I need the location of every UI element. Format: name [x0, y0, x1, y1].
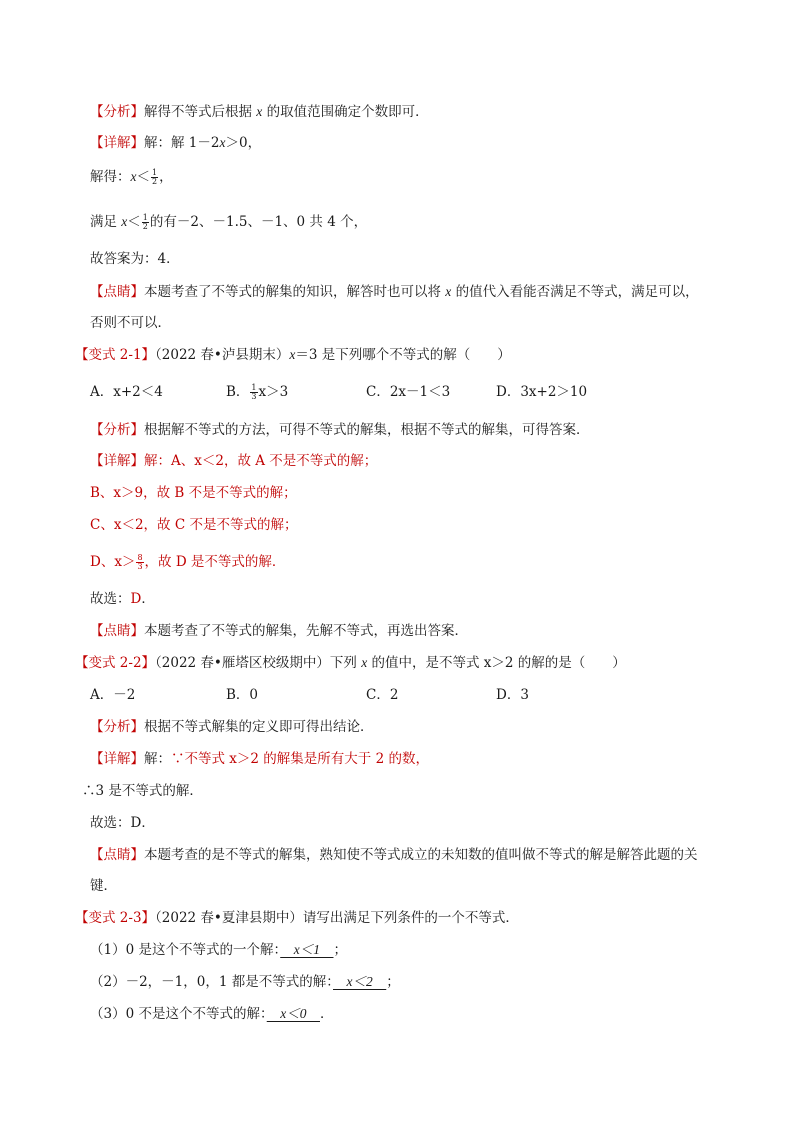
- option-b: B． $\frac{1}{3}$ x＞3: [226, 383, 289, 401]
- choice-line: 故选：D．: [90, 591, 155, 607]
- satisfy-line: 满足 x＜ $\frac{1}{2}$ 的有－2、－1.5、－1、0 共 4 个，: [90, 213, 368, 231]
- analysis-tag: 【分析】: [90, 104, 144, 120]
- choice-line: 故选：D．: [90, 815, 155, 831]
- comment-line-1: 【点睛】本题考查的是不等式的解集，熟知使不等式成立的未知数的值叫做不等式的解是解答此题的关: [90, 847, 698, 863]
- comment-line-2: 否则不可以．: [90, 315, 171, 331]
- item-2: （2）－2，－1，0，1 都是不等式的解： x＜2 ；: [90, 974, 400, 990]
- detail-line-d: D、x＞ $\frac{8}{3}$ ，故 D 是不等式的解．: [90, 553, 286, 571]
- analysis-line: 【分析】根据不等式解集的定义即可得出结论．: [90, 719, 374, 735]
- option-c: C．2x－1＜3: [366, 384, 451, 400]
- answer-blank: x＜0: [266, 1006, 320, 1021]
- option-d: D．3x+2＞10: [496, 384, 588, 400]
- option-c: C．2: [366, 687, 399, 703]
- question-2-2: 【变式 2-2】（2022 春•雁塔区校级期中）下列 x 的值中，是不等式 x＞2 的解的是（ ）: [75, 655, 626, 671]
- option-a: A．x+2＜4: [90, 384, 163, 400]
- comment-line-1: 【点睛】本题考查了不等式的解集的知识，解答时也可以将 x 的值代入看能否满足不等式，满足可以，: [90, 284, 699, 300]
- comment-line-2: 键．: [90, 878, 117, 894]
- option-d: D．3: [496, 687, 529, 703]
- analysis-line: 【分析】根据解不等式的方法，可得不等式的解集，根据不等式的解集，可得答案．: [90, 422, 590, 438]
- analysis-line: 【分析】解得不等式后根据 x 的取值范围确定个数即可．: [90, 104, 429, 120]
- fraction: $\frac{1}{3}$: [251, 383, 257, 401]
- answer-line: 故答案为：4．: [90, 251, 180, 267]
- item-3: （3）0 不是这个不等式的解： x＜0 ．: [90, 1006, 334, 1022]
- option-a: A．－2: [90, 687, 136, 703]
- detail-line-c: C、x＜2，故 C 不是不等式的解；: [90, 517, 298, 533]
- question-2-1: 【变式 2-1】（2022 春•泸县期末）x＝3 是下列哪个不等式的解（ ）: [75, 347, 511, 363]
- fraction: $\frac{1}{2}$: [142, 213, 148, 231]
- question-2-3: 【变式 2-3】（2022 春•夏津县期中）请写出满足下列条件的一个不等式．: [75, 910, 519, 926]
- option-b: B．0: [226, 687, 259, 703]
- item-1: （1）0 是这个不等式的一个解： x＜1 ；: [90, 942, 347, 958]
- fraction: $\frac{1}{2}$: [152, 168, 158, 186]
- therefore-line: ∴3 是不等式的解．: [82, 783, 203, 799]
- detail-line: 【详解】解：∵不等式 x＞2 的解集是所有大于 2 的数，: [90, 751, 429, 767]
- question-tag: 【变式 2-1】: [75, 347, 156, 363]
- answer-blank: x＜2: [333, 974, 387, 989]
- detail-line-b: B、x＞9，故 B 不是不等式的解；: [90, 485, 297, 501]
- detail-line: 【详解】解：A、x＜2，故 A 不是不等式的解；: [90, 453, 378, 469]
- comment-tag: 【点睛】: [90, 284, 144, 300]
- detail-tag: 【详解】: [90, 135, 144, 151]
- answer-blank: x＜1: [280, 942, 334, 957]
- solve-line: 解得：x＜ $\frac{1}{2}$ ，: [90, 168, 173, 186]
- fraction: $\frac{8}{3}$: [137, 553, 143, 571]
- detail-line: 【详解】解：解 1－2x＞0，: [90, 135, 262, 151]
- comment-line: 【点睛】本题考查了不等式的解集，先解不等式，再选出答案．: [90, 623, 468, 639]
